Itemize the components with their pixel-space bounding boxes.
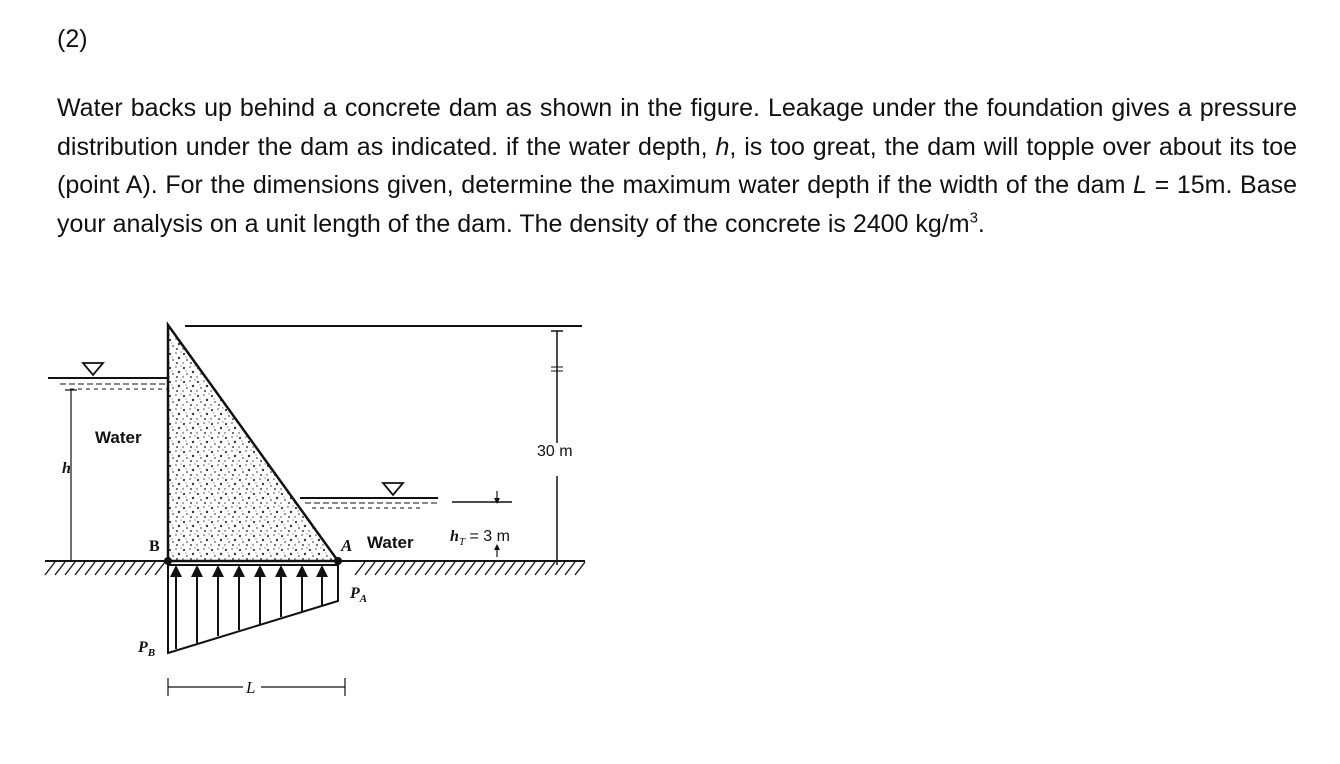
density-exponent: 3 xyxy=(969,209,978,227)
height-label: 30 m xyxy=(537,443,573,460)
dam-figure xyxy=(0,295,620,725)
pressure-distribution xyxy=(168,565,338,653)
h-variable: h xyxy=(715,132,730,161)
depth-label: h xyxy=(62,460,71,477)
downstream-water-level-icon xyxy=(383,483,403,495)
problem-text-part-1: Water backs up behind a concrete dam as shown in the figure. Leakage under the foundation gives a pressure distribution under the dam as indicated. if the water depth, xyxy=(57,94,1297,161)
problem-text-part-2: , is too great, the dam will topple over about its toe (point A). For the dimensions given, determine the maximum water depth if the width of the dam xyxy=(57,132,1297,199)
pressure-a-label: $P_A$ xyxy=(350,585,368,605)
problem-number: (2) xyxy=(57,25,88,53)
ground-hatching xyxy=(45,562,585,575)
problem-statement xyxy=(57,89,1297,243)
width-label: L xyxy=(246,678,256,697)
point-a-marker xyxy=(334,557,342,565)
upstream-water-label: Water xyxy=(95,428,142,447)
point-a-label: A xyxy=(341,536,353,555)
concrete-dam xyxy=(168,325,338,561)
point-b-marker xyxy=(164,557,172,565)
tailwater-depth-label: $h_T = 3$ m xyxy=(450,528,510,548)
point-b-label: B xyxy=(149,538,160,555)
upstream-water-level-icon xyxy=(83,363,103,375)
problem-text-end: . xyxy=(977,209,985,238)
problem-text-part-3: = 15m. Base your analysis on a unit length of the dam. The density of the concrete is 2400 kg/m xyxy=(57,171,1298,238)
L-variable: L xyxy=(1133,171,1147,199)
pressure-arrows xyxy=(176,571,322,649)
downstream-water-label: Water xyxy=(367,533,414,552)
pressure-b-label: $P_B$ xyxy=(138,639,156,659)
